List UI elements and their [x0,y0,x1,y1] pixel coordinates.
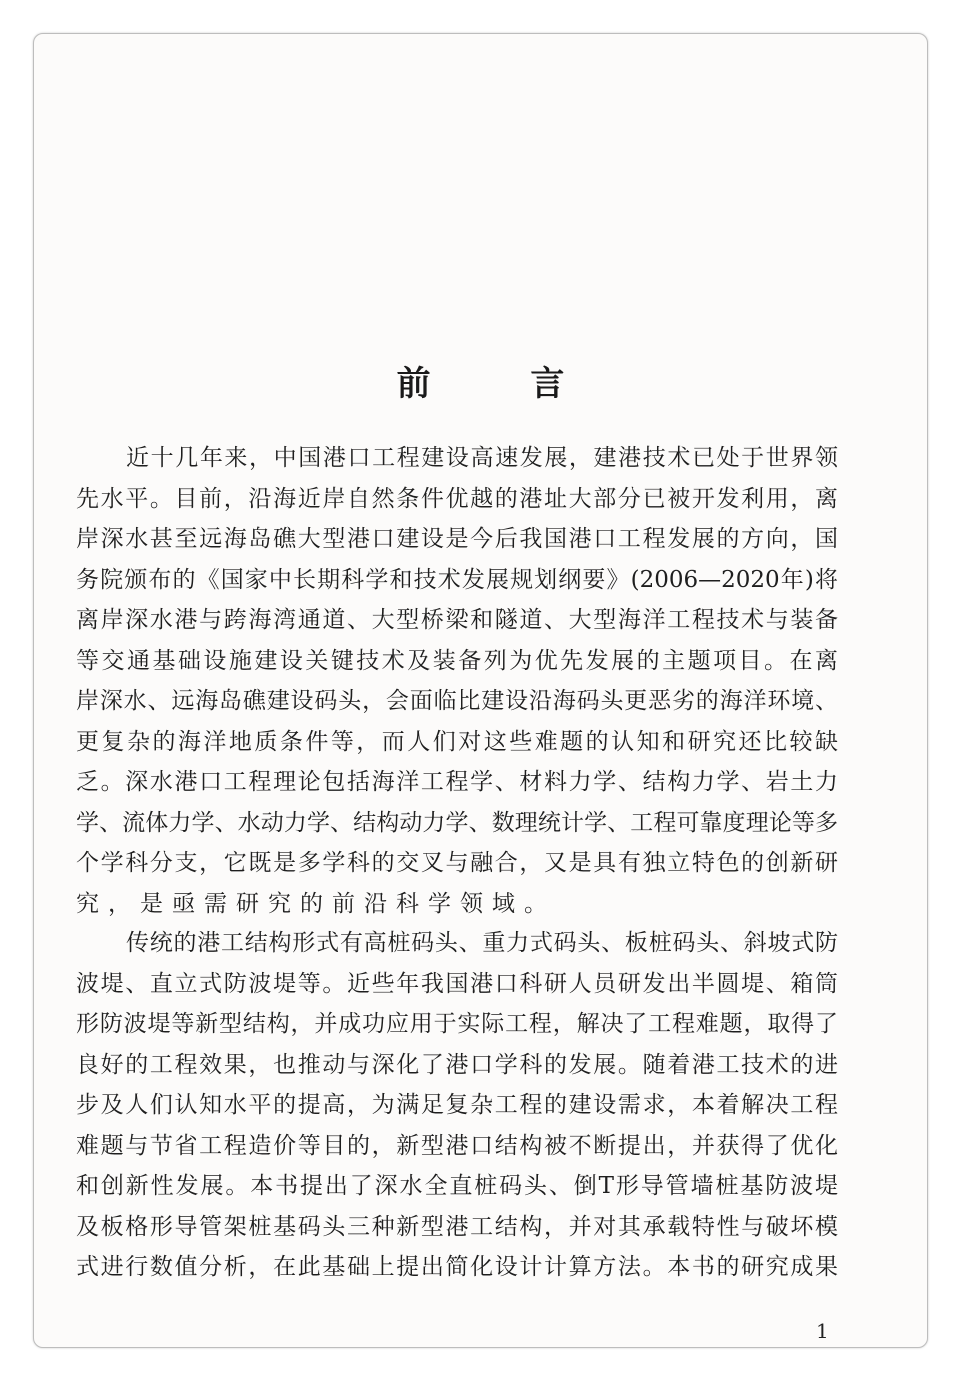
text-line: 波堤、直立式防波堤等。近些年我国港口科研人员研发出半圆堤、箱筒 [76,970,838,997]
text-line: 岸深水甚至远海岛礁大型港口建设是今后我国港口工程发展的方向，国 [76,526,838,552]
text-line: 传统的港工结构形式有高桩码头、重力式码头、板桩码头、斜坡式防 [126,930,838,956]
text-line: 先水平。目前，沿海近岸自然条件优越的港址大部分已被开发利用，离 [76,485,838,512]
text-line: 究，是亟需研究的前沿科学领域。 [76,890,556,917]
text-line: 形防波堤等新型结构，并成功应用于实际工程，解决了工程难题，取得了 [76,1011,838,1037]
text-line: 更复杂的海洋地质条件等，而人们对这些难题的认知和研究还比较缺 [76,728,838,755]
text-line: 离岸深水港与跨海湾通道、大型桥梁和隧道、大型海洋工程技术与装备 [76,607,838,633]
text-line: 式进行数值分析，在此基础上提出简化设计计算方法。本书的研究成果 [76,1254,838,1280]
text-line: 等交通基础设施建设关键技术及装备列为优先发展的主题项目。在离 [76,647,838,674]
text-line: 近十几年来，中国港口工程建设高速发展，建港技术已处于世界领 [126,445,838,471]
text-line: 和创新性发展。本书提出了深水全直桩码头、倒T形导管墙桩基防波堤 [76,1173,838,1199]
paragraph-1 [76,438,838,924]
text-line: 及板格形导管架桩基码头三种新型港工结构，并对其承载特性与破坏模 [76,1213,838,1240]
text-line: 难题与节省工程造价等目的，新型港口结构被不断提出，并获得了优化 [76,1132,838,1159]
text-line: 务院颁布的《国家中长期科学和技术发展规划纲要》(2006—2020年)将 [76,566,838,593]
page-number: 1 [816,1319,829,1343]
page-title: 前 言 [396,364,609,404]
book-page [33,33,928,1348]
text-line: 步及人们认知水平的提高，为满足复杂工程的建设需求，本着解决工程 [76,1092,838,1118]
text-line: 岸深水、远海岛礁建设码头，会面临比建设沿海码头更恶劣的海洋环境、 [76,688,838,714]
text-line: 乏。深水港口工程理论包括海洋工程学、材料力学、结构力学、岩土力 [76,769,838,795]
text-line: 良好的工程效果，也推动与深化了港口学科的发展。随着港工技术的进 [76,1051,838,1078]
text-line: 学、流体力学、水动力学、结构动力学、数理统计学、工程可靠度理论等多 [76,809,838,836]
text-line: 个学科分支，它既是多学科的交叉与融合，又是具有独立特色的创新研 [76,850,838,876]
paragraph-2 [76,923,838,1288]
